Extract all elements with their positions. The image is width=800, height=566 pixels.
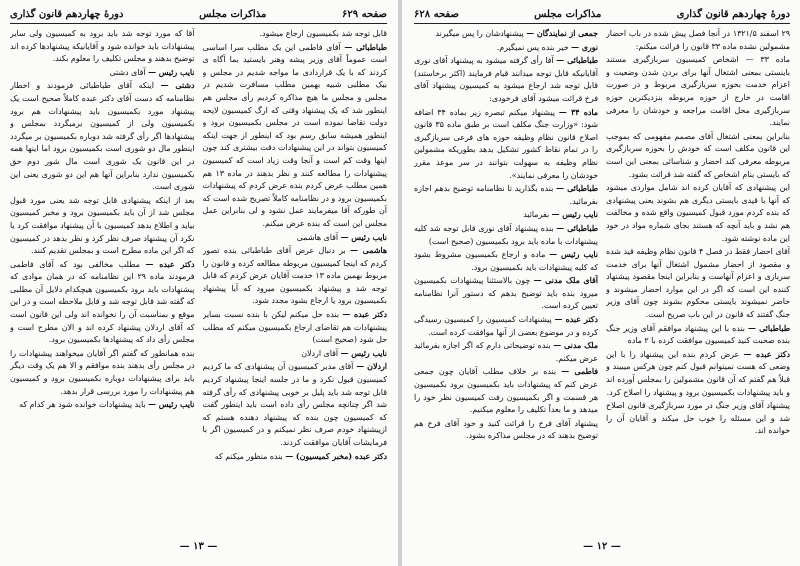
- paragraph: [203, 451, 388, 464]
- speaker-name: هاشمی —: [350, 246, 387, 256]
- paragraph-text: پیشنهادشان را پس میگیرند: [435, 29, 524, 38]
- speaker-name: طباطبائی —: [344, 42, 387, 52]
- speaker-name: نایب رئیس —: [549, 250, 598, 260]
- paragraph-text: آقا رأی گرفته میشود به پیشنهاد آقای نوری آقایانیکه قابل توجه میدانند قیام فرمایند (اکثر برخاستند) قابل توجه شد ارجاع میشود به کمیسیون پیشنهاد آقای فرخ قرائت میشود آقای فرخودی:: [414, 56, 598, 103]
- series-title: دورهٔ چهاردهم قانون گذاری: [10, 9, 124, 20]
- paragraph-text: آقای اردلان: [301, 348, 339, 358]
- paragraph: [606, 28, 790, 53]
- paragraph-text: بنابراین بمعنی اشتغال آقای مصمم مفهومی که بموجب این قانون مکلف است که خودش را بحوزه سربازگیری مربوطه معرفی کند احضار و شناسائی بمعنی این است که بایستی بنام اشخاص که گفته شد قرائت بشود.: [606, 131, 790, 179]
- paragraph-text: آقای مدیر کمیسیون آن پیشنهادی که ما کردیم کمیسیون قبول نکرد و ما در جلسه اینجا پیشنهاد کردیم قابل توجه شد باید پلیل بر خوبی پیشنهادی که رأی گرفته شد اگر چنانچه مجلس رأی داده است باید اینطور گفت که کمیسیون چون بنده که پیشنهاد دهنده هستم که ازپیشنهاد خودم صرف نظر نمیکنم و در کمیسیون اگر با فرمایشات آقایان موافقت کردند.: [202, 362, 387, 447]
- paragraph-text: اینکه آقای طباطبائی فرمودند و اخطار نظامنامه که دست آقای دکتر عبده کاملاً صحیح است یک پیشنهاد مورد بکمیسیون باید پیشنهادات هم برود بکمیسیون ولی از کمیسیون برمیگردد بمجلس و پیشنهادها اگر رأی گرفته شد دوباره بکمیسیون بر میگردد اینطور مال دو شوری است بکمیسیون برود اما اینها همه در این قانون یک شوری است مال شور دوم حق بکمیسیون ندارد بنابراین آنها هم این دو شوری یعنی این شوری است.: [10, 81, 195, 192]
- paragraph: [606, 323, 790, 348]
- text-columns: [414, 28, 790, 538]
- page-header: [10, 8, 387, 24]
- paragraph-text: ماده و ارجاع بکمیسیون مشروط بشود که کلیه پیشنهادات باید بکمیسیون برود.: [414, 250, 598, 272]
- paragraph-text: عرض کردم بنده این پیشنهاد را با این وضعی که هست نمیتوانم قبول کنم چون هرکس میبیند و قبلاً هم گفتم که آن قانون مشمولین را بمجلس آورده اند و باید پیشنهادات بکمیسیون برود و پیشنهاد را اصلاح کرد.: [606, 349, 790, 397]
- paragraph-text: آقای هاشمی: [296, 232, 339, 242]
- speaker-name: نوری —: [571, 42, 598, 52]
- paragraph-text: ماده ۳۳ — اشخاص کمیسیون سربازگیری مستند باینستی بمعنی اشتغال آنها برای بردن شدن وضعیت و اعزام خدمت بحوزه سربازگیری مربوط و در صورت اقامت در خارج از حوزه مربوطه بنزدیکترین حوزه سربازگیری محل اقامت مراجعه و خودشان را معرفی نمایند.: [606, 55, 790, 128]
- paragraph: [414, 223, 598, 248]
- speaker-name: نایب رئیس —: [340, 348, 387, 358]
- paragraph: [606, 246, 790, 322]
- speaker-name: جمعی از نمایندگان —: [526, 29, 598, 38]
- running-title: مذاکرات مجلس: [199, 9, 267, 20]
- paragraph-text: مطلب مخالفی بود که آقای فاطمی فرمودند ماده ۲۹ این نظامنامه که در همان موادی که پیشنهادات باید برود بکمیسیون هیچکدام دلایل آن مطلبی که گفته شد قابل توجه شد و قابل ملاحظه است و در این موقع و بمناسبت آن را نخوانده اند ولی این قانون است که آقای اردلان پیشنهاد کرده اند و الان مطرح است و مجلس رأی داد که پیشنهادها بکمیسیون برود.: [10, 259, 195, 345]
- paragraph: [10, 259, 195, 347]
- paragraph-text: ۲۹ اسفند ۱۳۲۱/۵ در آنجا فصل پیش شده در باب احضار مشمولین نشده ماده ۳۳ قانون را قرائت میکنم:: [606, 29, 790, 51]
- paragraph-text: آقا که مورد توجه شد باید برود به کمیسیون ولی سایر پیشنهادات باید خوانده شود و آقایانیکه پیشنهادها کرده اند توضیح بدهند و مجلس تکلیف را معلوم بکند.: [10, 29, 195, 64]
- paragraph-text: بنده پیشنهاد آقای نوری قابل توجه شد کلیه پیشنهادات با ماده باید برود بکمیسیون (صحیح است): [414, 223, 598, 246]
- paragraph-text: بنده بر خلاف مطلب آقایان چون جمعی عرض کنم که پیشنهادات باید بکمیسیون برود بکمیسیون هر قسمت و اگر بکمیسیون رفت کمیسیون نظر خود را میدهد و ما بعداً تکلیف را معلوم میکنیم.: [414, 367, 598, 415]
- paragraph-text: پیشنهاد آقای وزیر جنگ در مورد سربازگیری قانون اصلاح شد و این مسئله را خوب حل میکند و آقایان آن را خوانده اند.: [606, 401, 790, 436]
- paragraph-text: بنده همانطور که گفتم اگر آقایان میخواهند پیشنهادات را در مجلس رأی بدهند بنده موافقم و الا هم یک وقت دیگر باید برای پیشنهادات دوباره بکمیسیون برود و کمیسیون هم پیشنهادات را مورد بررسی قرار بدهد.: [10, 348, 195, 396]
- page-number-label: صفحه ۶۲۹: [342, 9, 387, 20]
- paragraph: [606, 182, 790, 245]
- paragraph: [203, 28, 388, 41]
- paragraph: [10, 67, 195, 80]
- speaker-name: طباطبائی —: [556, 56, 598, 66]
- paragraph: [606, 349, 790, 399]
- speaker-name: نایب رئیس —: [148, 400, 195, 410]
- paragraph: [203, 348, 388, 361]
- paragraph-text: چون بالاستثنا پیشنهادات بکمیسیون میرود بنده باید توضیح بدهم که دستور آنرا نظامنامه تعیین کرده است.: [414, 276, 598, 311]
- paragraph: [10, 195, 195, 258]
- speaker-name: آقای ملک مدنی —: [533, 276, 598, 286]
- speaker-name: نایب رئیس —: [148, 67, 195, 77]
- speaker-name: دکتر عبده —: [342, 310, 387, 320]
- speaker-name: طباطبائی —: [556, 223, 598, 233]
- paragraph: [414, 183, 598, 208]
- text-column: [414, 28, 598, 538]
- paragraph-text: بنده منظور میکنم که: [214, 451, 283, 461]
- paragraph-text: آقای دشتی: [109, 67, 146, 77]
- page-footer-number: — ۱۲ —: [583, 541, 621, 552]
- text-columns: [10, 28, 387, 538]
- paragraph: [10, 399, 195, 412]
- paragraph: [10, 80, 195, 193]
- paragraph-text: بفرمائید: [523, 210, 550, 220]
- paragraph: [414, 340, 598, 365]
- speaker-name: دشتی —: [160, 81, 195, 91]
- speaker-name: دکتر عبده —: [554, 315, 598, 325]
- paragraph: [414, 366, 598, 416]
- paragraph: [203, 232, 388, 245]
- page-number-label: صفحه ۶۲۸: [414, 9, 459, 20]
- speaker-name: طباطبائی —: [747, 323, 790, 333]
- speaker-name: دکتر عبده (مخبر کمیسیون) —: [285, 451, 387, 461]
- paragraph-text: پیشنهاد میکنم تبصره زیر بماده ۳۴ اضافه شود: «وزارت جنگ مکلف است بر طبق ماده ۳۵ قانون اصلاح قانون نظام وظیفه حوزه های فرعی سربازگیری را در تمام نقاط کشور تشکیل بدهد بطوریکه مشمولین نظام وظیفه به سهولت بتوانند در سر موعد مقرر خودشان را معرفی نمایند».: [414, 107, 598, 180]
- paragraph: [10, 28, 195, 66]
- paragraph: [414, 275, 598, 313]
- paragraph: [203, 361, 388, 449]
- page-footer-number: — ۱۳ —: [179, 541, 218, 552]
- paragraph: [203, 309, 388, 347]
- paragraph-text: خیر بنده پس نمیگیرم.: [496, 42, 569, 52]
- speaker-name: اردلان —: [356, 362, 387, 372]
- paragraph: [414, 209, 598, 222]
- paragraph: [414, 42, 598, 55]
- page-header: [414, 8, 790, 24]
- speaker-name: دکتر عبده —: [145, 259, 195, 269]
- paragraph: [414, 28, 598, 41]
- series-title: دورهٔ چهاردهم قانون گذاری: [676, 9, 790, 20]
- paragraph: [414, 418, 598, 443]
- paragraph-text: پیشنهادات کمیسیون را کمیسیون رسیدگی کرده و در موضوع بعضی از آنها موافقت کرده است.: [414, 315, 598, 337]
- paragraph-text: پیشنهاد آقای فرخ را قرائت کنید و خود آقای فرخ هم توضیح بدهند که در مجلس مذاکره بشود.: [414, 418, 598, 441]
- text-column: [203, 28, 388, 538]
- paragraph-text: آقای فاطمی این یک مطلب سرا اساسی است عموماً آقای وزیر پیشه وهنر بایستید بما آگاه ی کردند که با یک قراردادی ما مواجه شدیم در مجلس و بیک مطلبی شبیه بهمین مطلب مسافرت شدیم در مجلس و مجلس ما هیچ مذاکره کردیم رأی مجلس هم اینطور شد که یک پیشنهاد وقتی که ارگ کمیسیون لایحه دولت تقاضا نموده است در مجلس بکمیسیون برود و اینطور همیشه سابق رسم بود که اینطور از جهت اینکه کمیسیون بتواند در این پیشنهادات دقت بیشتری کند چون اینها وقت کم است و آنجا وقت زیاد است که کمیسیون پیشنهادات را مطالعه کنند و نظر بدهند در ماده ۱۳ هم همین مطلب عرض کردم بنده عرض کردم که پیشنهادات بکمیسیون برود و در نظامنامه کاملاً تصریح شده است که آن طورکه آقا میفرمایند عمل نشود و لی بنابراین عمل مجلس این است که بنده عرض میکنم.: [202, 42, 387, 228]
- paragraph-text: بر دنبال عرض آقای طباطبائی بنده تصور کردم که اینجا کمیسیون مربوطه مطالعه کرده و قانون را مربوط بهمین ماده ۱۳ خدمت آقایان عرض کردم که قابل توجه شد و پیشنهاد بکمیسیون میرود که آیا پیشنهاد بکمیسیون برود یا ارجاع بشود مجدد شود.: [202, 246, 387, 306]
- paragraph-text: بنده حل میکنم لیکن با بنده نسبت بسایر پیشنهادات هم تقاضای ارجاع بکمیسیون میکنم که مطلب حل شود (صحیح است): [202, 310, 387, 345]
- text-column: [606, 28, 790, 538]
- right-page: [402, 0, 800, 566]
- paragraph: [414, 314, 598, 339]
- paragraph-text: آقای احضار فقط در فصل ۴ قانون نظام وظیفه قید شده و مقصود از احضار مشمول اشتغال آنها برای خدمت سربازی و اعزام آنهاست و بنابراین اینجا مقصود پیشنهاد کننده این است که اگر در این موارد احضار میشوند و حاضر نمیشوند بایستی محکوم بشوند چون آقای وزیر جنگ گفتند که قانون در این باب صریح است.: [606, 247, 790, 320]
- paragraph-text: بنده توضیحاتی دارم که اگر اجازه بفرمائید عرض میکنم.: [414, 341, 598, 363]
- paragraph-text: بعد از اینکه پیشنهادی قابل توجه شد یعنی مورد قبول مجلس شد از آن باید بکمیسیون برود و مخبر کمیسیون بیاید و اطلاع بدهد کمیسیون با آن پیشنهاد موافقت کرد یا نکرد آن پیشنهاد صرف نظر کرد و نظر بدهد در کمیسیون که اگر این ماده مطرح است و بمجلس تقدیم کنند.: [10, 195, 195, 256]
- paragraph: [606, 400, 790, 438]
- speaker-name: نایب رئیس —: [551, 210, 598, 220]
- paragraph: [203, 245, 388, 308]
- paragraph-text: قابل توجه شد بکمیسیون ارجاع میشود.: [259, 29, 387, 38]
- speaker-name: نایب رئیس —: [340, 232, 387, 242]
- running-title: مذاکرات مجلس: [534, 9, 602, 20]
- text-column: [10, 28, 195, 538]
- speaker-name: طباطبائی —: [556, 184, 598, 194]
- paragraph: [606, 54, 790, 130]
- paragraph: [606, 131, 790, 181]
- paragraph-text: بنده با این پیشنهاد موافقم آقای وزیر جنگ بنده صحبت کنید کمیسیون موافقت کرده با ۲ ماده: [606, 323, 790, 346]
- speaker-name: ملک مدنی —: [553, 341, 598, 351]
- paragraph-text: باید پیشنهادات خوانده شود هر کدام که: [19, 400, 146, 410]
- paragraph-text: این پیشنهادی که آقایان کرده اند شامل مواردی میشود که آنها با قیدی بایستی دیگری هم بشوند یعنی پیشنهادی که بنده کردم مورد قبول کمیسیون واقع شده و مخالفت هم نشد و باید آنچه که هستند بجای شماره مواد در خود این ماده نوشته شود.: [606, 183, 790, 243]
- paragraph-text: بنده بگذارید تا نظامنامه توضیح بدهم اجازه بفرمائید.: [414, 184, 598, 206]
- speaker-name: دکتر عبده —: [743, 349, 790, 359]
- paragraph: [414, 55, 598, 105]
- paragraph: [203, 42, 388, 231]
- paragraph: [414, 249, 598, 274]
- paragraph: [10, 348, 195, 398]
- speaker-name: ماده ۳۴ —: [558, 107, 598, 117]
- paragraph: [414, 107, 598, 183]
- speaker-name: فاطمی —: [561, 367, 598, 377]
